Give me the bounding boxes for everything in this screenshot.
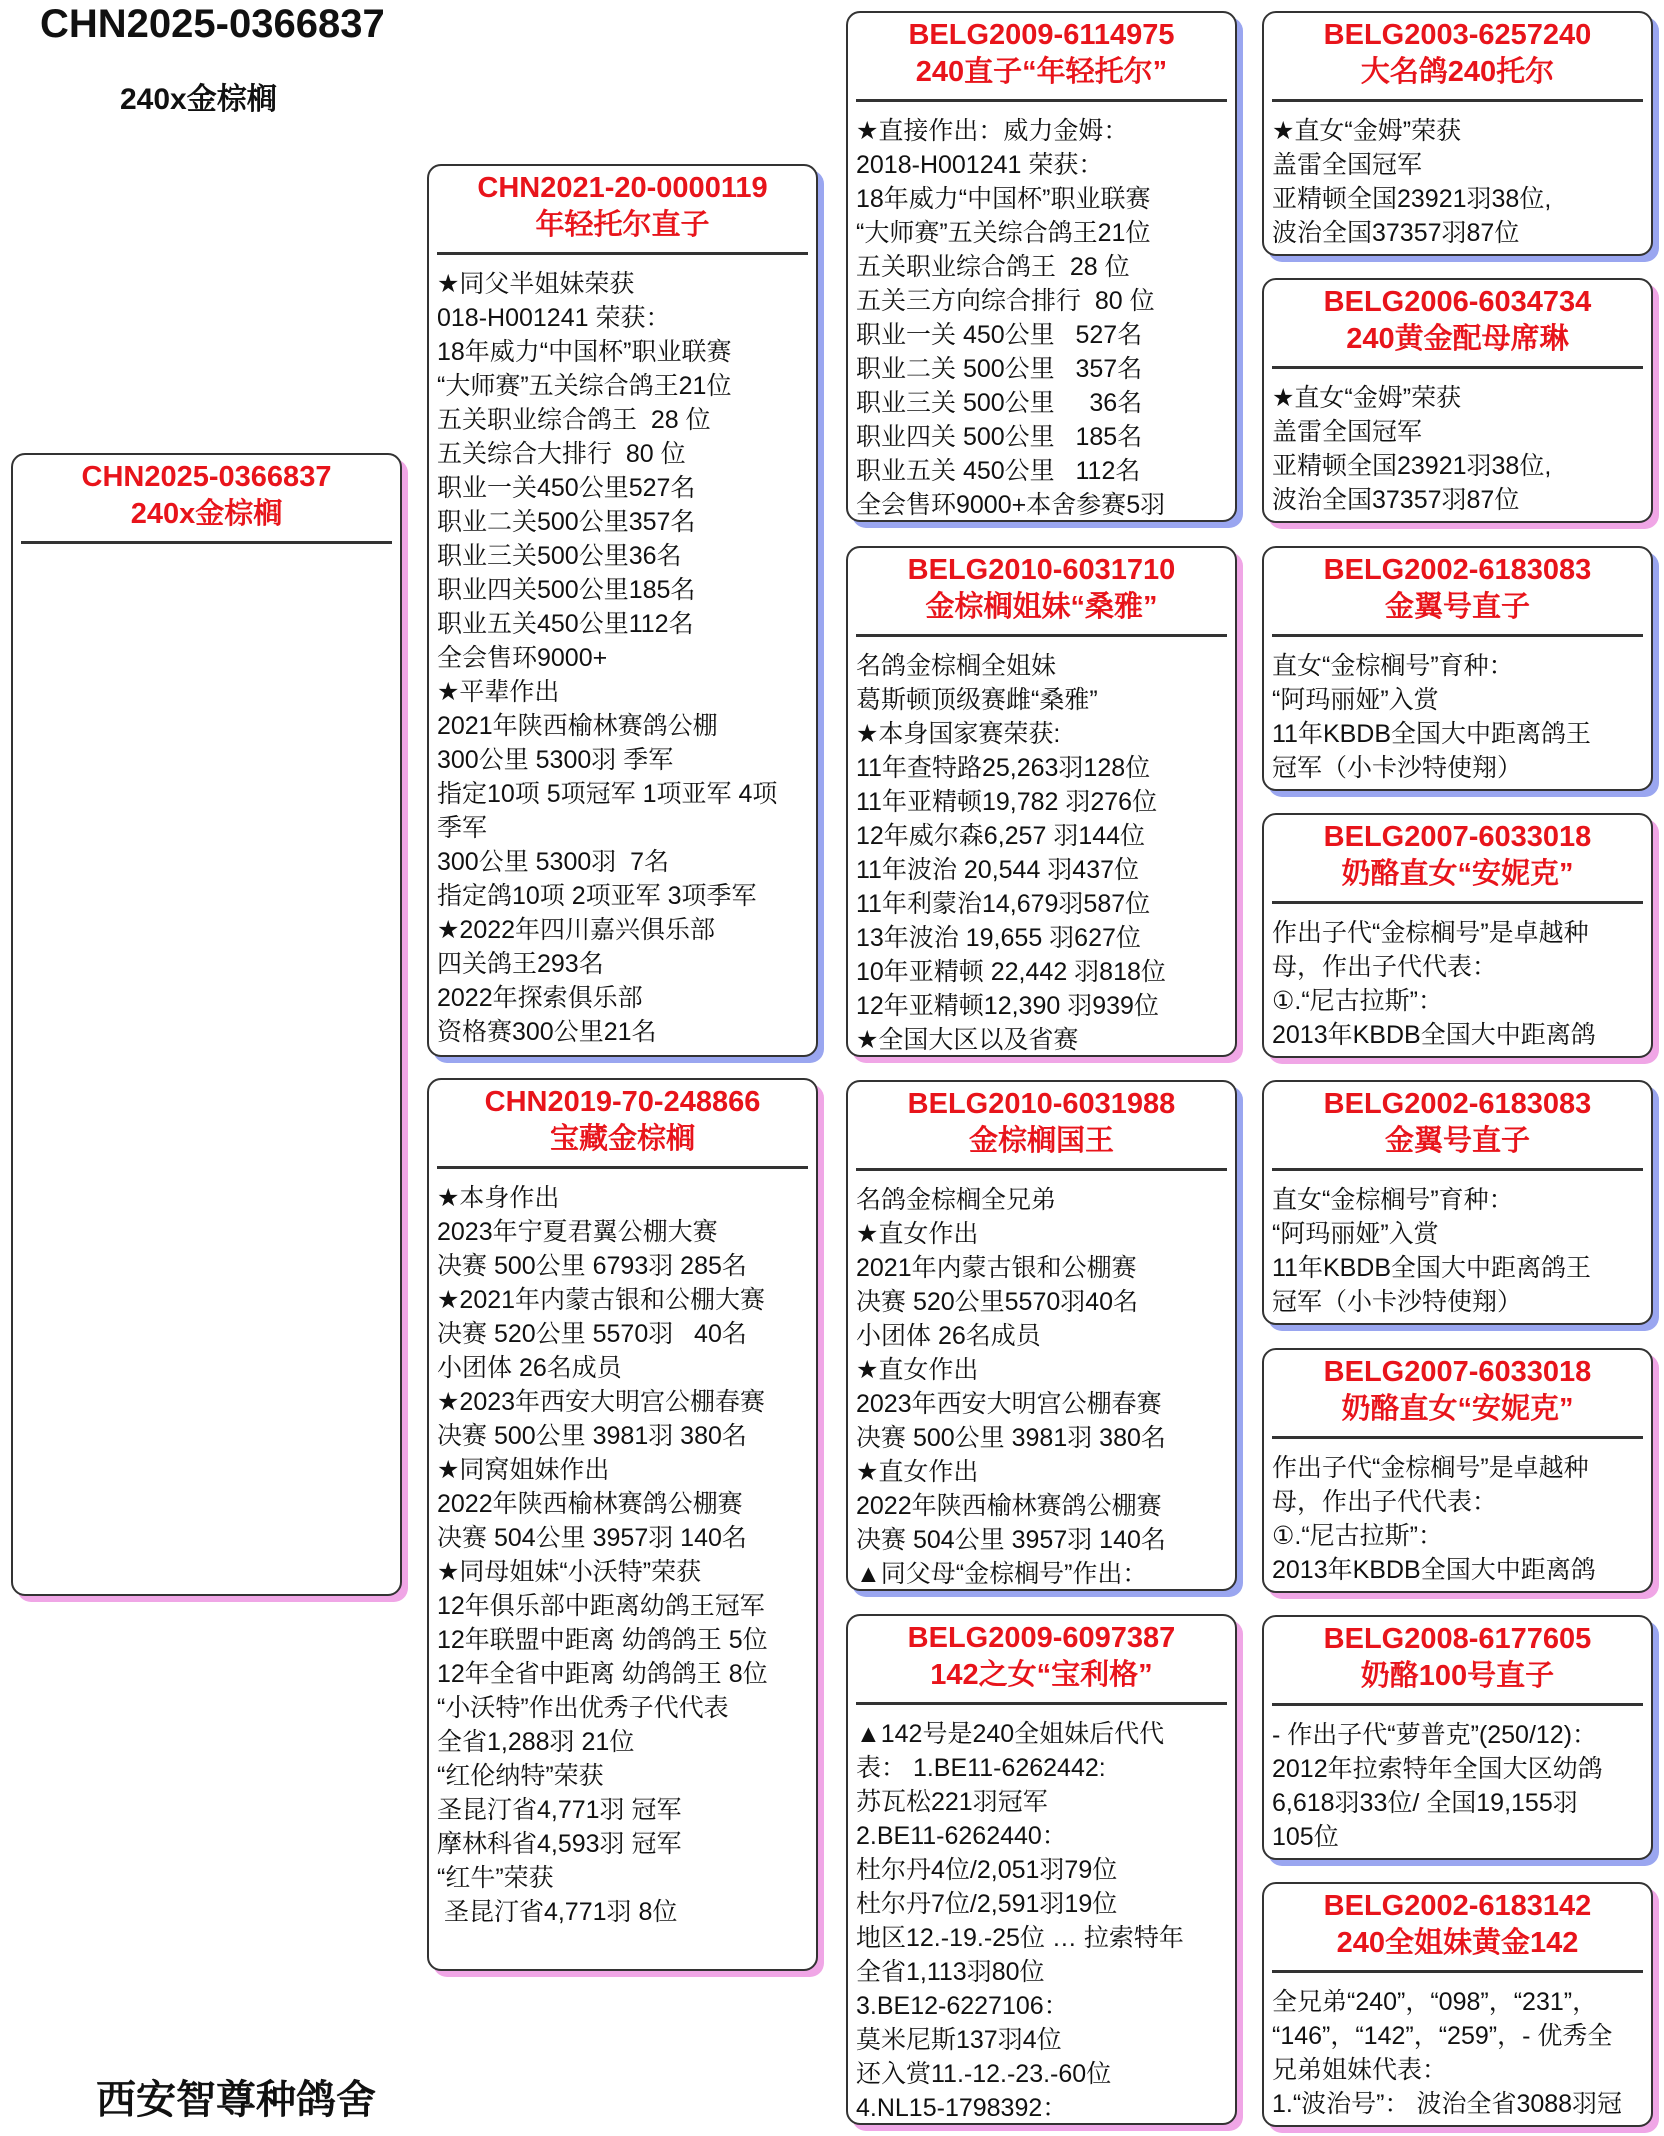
pedigree-card-gen3-8 (1262, 1882, 1653, 2127)
note-line: 职业五关 450公里 112名 (856, 457, 1141, 485)
note-line: 地区12.-19.-25位 … 拉索特年 (856, 1924, 1184, 1952)
card-notes (1264, 1706, 1651, 1854)
note-line: 300公里 5300羽 季军 (437, 746, 674, 774)
note-line: 决赛 520公里5570羽40名 (856, 1288, 1139, 1316)
pedigree-card-sire-dam (846, 546, 1237, 1057)
pedigree-card-sire (427, 164, 818, 1057)
note-line: 杜尔丹7位/2,591羽19位 (856, 1890, 1118, 1918)
bird-name: 大名鸽240托尔 (1360, 56, 1555, 88)
card-notes (1264, 1973, 1651, 2121)
note-line: 名鸽金棕榈全姐妹 (856, 652, 1057, 680)
note-line: 决赛 500公里 3981羽 380名 (437, 1422, 747, 1450)
ring-number: BELG2003-6257240 (1323, 19, 1592, 51)
note-line: 决赛 500公里 3981羽 380名 (856, 1424, 1166, 1452)
note-line: 2013年KBDB全国大中距离鸽 (1272, 1556, 1596, 1584)
note-line: 职业四关 500公里 185名 (856, 423, 1143, 451)
bird-name: 240全姐妹黄金142 (1336, 1927, 1579, 1959)
card-header (1264, 1884, 1651, 1962)
note-line: ①.“尼古拉斯”： (1272, 1522, 1444, 1550)
bird-name: 奶酪100号直子 (1360, 1660, 1555, 1692)
note-line: 母，作出子代代表： (1272, 1488, 1498, 1516)
note-line: 波治全国37357羽87位 (1272, 486, 1520, 514)
note-line: 18年威力“中国杯”职业联赛 (856, 185, 1151, 213)
note-line: 职业五关450公里112名 (437, 610, 694, 638)
card-notes (1264, 1171, 1651, 1319)
note-line: 小团体 26名成员 (437, 1354, 622, 1382)
pedigree-card-gen3-3 (1262, 546, 1653, 791)
ring-number: CHN2019-70-248866 (484, 1086, 761, 1118)
note-line: 全省1,113羽80位 (856, 1958, 1045, 1986)
bird-name: 金翼号直子 (1384, 1125, 1530, 1157)
ring-number: BELG2002-6183083 (1323, 554, 1592, 586)
note-line: 亚精顿全国23921羽38位, (1272, 452, 1552, 480)
note-line: 1.“波治号”： 波治全省3088羽冠 (1272, 2090, 1623, 2118)
note-line: 决赛 504公里 3957羽 140名 (856, 1526, 1166, 1554)
note-line: 直女“金棕榈号”育种： (1272, 652, 1514, 680)
note-line: ①.“尼古拉斯”： (1272, 987, 1444, 1015)
note-line: “阿玛丽娅”入赏 (1272, 1220, 1439, 1248)
note-line: ★直女作出 (856, 1356, 979, 1384)
bird-name: 240黄金配母席琳 (1346, 323, 1569, 355)
pedigree-card-dam-dam (846, 1614, 1237, 2125)
note-line: 12年俱乐部中距离幼鸽王冠军 (437, 1592, 765, 1620)
note-line: ★直女作出 (856, 1458, 979, 1486)
ring-number: BELG2006-6034734 (1323, 286, 1592, 318)
loft-name: 西安智尊种鸽舍 (96, 2078, 376, 2122)
note-line: 2012年拉索特年全国大区幼鸽 (1272, 1755, 1603, 1783)
card-notes (1264, 102, 1651, 250)
card-header (429, 1080, 816, 1158)
card-notes (429, 255, 816, 1049)
note-line: 6,618羽33位/ 全国19,155羽 (1272, 1789, 1578, 1817)
pedigree-card-gen3-1 (1262, 11, 1653, 256)
note-line: 苏瓦松221羽冠军 (856, 1788, 1048, 1816)
pedigree-card-dam-sire (846, 1080, 1237, 1591)
note-line: 职业三关 500公里 36名 (856, 389, 1143, 417)
bird-name: 奶酪直女“安妮克” (1341, 858, 1574, 890)
note-line: 11年亚精顿19,782 羽276位 (856, 788, 1158, 816)
note-line: 12年全省中距离 幼鸽鸽王 8位 (437, 1660, 768, 1688)
note-line: 3.BE12-6227106： (856, 1992, 1069, 2020)
card-header (429, 166, 816, 244)
note-line: ★直女“金姆”荣获 (1272, 384, 1462, 412)
note-line: 盖雷全国冠军 (1272, 418, 1423, 446)
card-notes (1264, 904, 1651, 1052)
pedigree-card-sire-sire (846, 11, 1237, 522)
card-header (1264, 815, 1651, 893)
ring-number: BELG2009-6097387 (907, 1622, 1176, 1654)
note-line: - 作出子代“萝普克”(250/12)： (1272, 1721, 1598, 1749)
note-line: 职业一关450公里527名 (437, 474, 696, 502)
card-header (1264, 13, 1651, 91)
pedigree-card-gen3-7 (1262, 1615, 1653, 1860)
note-line: “大师赛”五关综合鸽王21位 (437, 372, 732, 400)
note-line: 2022年陕西榆林赛鸽公棚赛 (437, 1490, 743, 1518)
card-header (13, 455, 400, 533)
note-line: 300公里 5300羽 7名 (437, 848, 670, 876)
note-line: 资格赛300公里21名 (437, 1018, 657, 1046)
note-line: 指定10项 5项冠军 1项亚军 4项 (437, 780, 778, 808)
bird-name: 年轻托尔直子 (535, 209, 710, 241)
note-line: ★全国大区以及省赛 (856, 1026, 1079, 1054)
note-line: 决赛 520公里 5570羽 40名 (437, 1320, 747, 1348)
note-line: “红牛”荣获 (437, 1864, 554, 1892)
bird-name: 金棕榈国王 (968, 1125, 1114, 1157)
note-line: ★2023年西安大明宫公棚春赛 (437, 1388, 766, 1416)
pedigree-card-gen3-6 (1262, 1348, 1653, 1593)
note-line: 2018-H001241 荣获： (856, 151, 1104, 179)
note-line: 杜尔丹4位/2,051羽79位 (856, 1856, 1118, 1884)
card-header (1264, 280, 1651, 358)
note-line: 18年威力“中国杯”职业联赛 (437, 338, 732, 366)
note-line: 4.NL15-1798392： (856, 2094, 1068, 2122)
note-line: “红伦纳特”荣获 (437, 1762, 604, 1790)
note-line: 职业二关 500公里 357名 (856, 355, 1143, 383)
note-line: 指定鸽10项 2项亚军 3项季军 (437, 882, 757, 910)
note-line: 兄弟姐妹代表： (1272, 2056, 1448, 2084)
note-line: 105位 (1272, 1823, 1339, 1851)
ring-number: BELG2008-6177605 (1323, 1623, 1592, 1655)
note-line: 波治全国37357羽87位 (1272, 219, 1520, 247)
note-line: 2023年西安大明宫公棚春赛 (856, 1390, 1162, 1418)
note-line: 12年联盟中距离 幼鸽鸽王 5位 (437, 1626, 768, 1654)
note-line: “阿玛丽娅”入赏 (1272, 686, 1439, 714)
bird-name: 142之女“宝利格” (930, 1659, 1153, 1691)
card-header (1264, 1617, 1651, 1695)
pedigree-card-gen3-2 (1262, 278, 1653, 523)
ring-number: BELG2009-6114975 (908, 19, 1175, 51)
note-line: ★直接作出：威力金姆： (856, 117, 1129, 145)
note-line: 直女“金棕榈号”育种： (1272, 1186, 1514, 1214)
note-line: 圣昆汀省4,771羽 冠军 (437, 1796, 682, 1824)
note-line: 全省1,288羽 21位 (437, 1728, 635, 1756)
ring-number: BELG2007-6033018 (1323, 821, 1592, 853)
note-line: 11年KBDB全国大中距离鸽王 (1272, 1254, 1592, 1282)
note-line: ★直女“金姆”荣获 (1272, 117, 1462, 145)
card-notes (848, 637, 1235, 1057)
note-line: 亚精顿全国23921羽38位, (1272, 185, 1552, 213)
card-notes (848, 1171, 1235, 1591)
pedigree-card-gen3-4 (1262, 813, 1653, 1058)
note-line: 作出子代“金棕榈号”是卓越种 (1272, 1454, 1589, 1482)
pedigree-card-dam (427, 1078, 818, 1971)
card-header (1264, 1082, 1651, 1160)
note-line: 五关综合大排行 80 位 (437, 440, 686, 468)
note-line: 名鸽金棕榈全兄弟 (856, 1186, 1057, 1214)
note-line: ★本身国家赛荣获: (856, 720, 1061, 748)
note-line: “小沃特”作出优秀子代代表 (437, 1694, 729, 1722)
card-header (848, 13, 1235, 91)
note-line: 五关三方向综合排行 80 位 (856, 287, 1155, 315)
note-line: 冠军（小卡沙特使翔） (1272, 1288, 1523, 1316)
note-line: 11年波治 20,544 羽437位 (856, 856, 1140, 884)
note-line: 职业四关500公里185名 (437, 576, 696, 604)
note-line: 全会售环9000+本舍参赛5羽 (856, 491, 1166, 519)
note-line: 还入赏11.-12.-23.-60位 (856, 2060, 1112, 2088)
note-line: ★同父半姐妹荣获 (437, 270, 635, 298)
note-line: 小团体 26名成员 (856, 1322, 1041, 1350)
note-line: 摩林科省4,593羽 冠军 (437, 1830, 682, 1858)
note-line: 11年利蒙治14,679羽587位 (856, 890, 1151, 918)
note-line: 11年查特路25,263羽128位 (856, 754, 1151, 782)
note-line: 10年亚精顿 22,442 羽818位 (856, 958, 1166, 986)
note-line: 五关职业综合鸽王 28 位 (437, 406, 711, 434)
note-line: 2013年KBDB全国大中距离鸽 (1272, 1021, 1596, 1049)
ring-number: BELG2010-6031710 (907, 554, 1176, 586)
ring-number: BELG2010-6031988 (907, 1088, 1176, 1120)
card-notes (1264, 637, 1651, 785)
note-line: 2.BE11-6262440： (856, 1822, 1067, 1850)
card-notes (429, 1169, 816, 1929)
bird-name: 240直子“年轻托尔” (915, 56, 1168, 88)
note-line: 圣昆汀省4,771羽 8位 (437, 1898, 678, 1926)
note-line: 母，作出子代代表： (1272, 953, 1498, 981)
card-header (848, 548, 1235, 626)
note-line: 全兄弟“240”，“098”，“231”， (1272, 1988, 1598, 2016)
note-line: 12年威尔森6,257 羽144位 (856, 822, 1146, 850)
note-line: 葛斯顿顶级赛雌“桑雅” (856, 686, 1098, 714)
note-line: 四关鸽王293名 (437, 950, 604, 978)
note-line: 2022年陕西榆林赛鸽公棚赛 (856, 1492, 1162, 1520)
card-notes (13, 544, 400, 556)
ring-number: BELG2002-6183083 (1323, 1088, 1592, 1120)
pedigree-card-subject (11, 453, 402, 1596)
page-subtitle: 240x金棕榈 (120, 83, 277, 116)
note-line: 决赛 500公里 6793羽 285名 (437, 1252, 747, 1280)
pedigree-card-gen3-5 (1262, 1080, 1653, 1325)
note-line: 表： 1.BE11-6262442: (856, 1754, 1106, 1782)
card-notes (1264, 369, 1651, 517)
note-line: 018-H001241 荣获： (437, 304, 671, 332)
card-header (1264, 548, 1651, 626)
ring-number: CHN2025-0366837 (81, 461, 332, 493)
card-notes (848, 1705, 1235, 2125)
note-line: 职业二关500公里357名 (437, 508, 696, 536)
note-line: ★平辈作出 (437, 678, 560, 706)
ring-number: BELG2002-6183142 (1323, 1890, 1592, 1922)
bird-name: 宝藏金棕榈 (549, 1123, 695, 1155)
note-line: 决赛 504公里 3957羽 140名 (437, 1524, 747, 1552)
note-line: ★本身作出 (437, 1184, 560, 1212)
note-line: 12年亚精顿12,390 羽939位 (856, 992, 1159, 1020)
note-line: ★2022年四川嘉兴俱乐部 (437, 916, 716, 944)
bird-name: 奶酪直女“安妮克” (1341, 1393, 1574, 1425)
card-header (848, 1082, 1235, 1160)
note-line: 季军 (437, 814, 488, 842)
note-line: 五关职业综合鸽王 28 位 (856, 253, 1130, 281)
note-line: ★直女作出 (856, 1220, 979, 1248)
note-line: ★同母姐妹“小沃特”荣获 (437, 1558, 702, 1586)
note-line: ★同窝姐妹作出 (437, 1456, 610, 1484)
card-notes (1264, 1439, 1651, 1587)
bird-name: 240x金棕榈 (130, 498, 283, 530)
note-line: ▲同父母“金棕榈号”作出： (856, 1560, 1148, 1588)
bird-name: 金棕榈姐妹“桑雅” (925, 591, 1158, 623)
note-line: 作出子代“金棕榈号”是卓越种 (1272, 919, 1589, 947)
card-notes (848, 102, 1235, 522)
ring-number: BELG2007-6033018 (1323, 1356, 1592, 1388)
note-line: 莫米尼斯137羽4位 (856, 2026, 1062, 2054)
note-line: 职业三关500公里36名 (437, 542, 682, 570)
note-line: 13年波治 19,655 羽627位 (856, 924, 1141, 952)
note-line: 2023年宁夏君翼公棚大赛 (437, 1218, 718, 1246)
note-line: 2021年内蒙古银和公棚赛 (856, 1254, 1137, 1282)
note-line: 11年KBDB全国大中距离鸽王 (1272, 720, 1592, 748)
note-line: ▲142号是240全姐妹后代代 (856, 1720, 1165, 1748)
ring-number: CHN2021-20-0000119 (477, 172, 768, 204)
card-header (1264, 1350, 1651, 1428)
note-line: “146”，“142”，“259”，- 优秀全 (1272, 2022, 1613, 2050)
note-line: 全会售环9000+ (437, 644, 608, 672)
note-line: “大师赛”五关综合鸽王21位 (856, 219, 1151, 247)
note-line: 2021年陕西榆林赛鸽公棚 (437, 712, 718, 740)
note-line: 盖雷全国冠军 (1272, 151, 1423, 179)
note-line: 职业一关 450公里 527名 (856, 321, 1143, 349)
card-header (848, 1616, 1235, 1694)
note-line: 冠军（小卡沙特使翔） (1272, 754, 1523, 782)
bird-name: 金翼号直子 (1384, 591, 1530, 623)
note-line: 2022年探索俱乐部 (437, 984, 643, 1012)
page-title: CHN2025-0366837 (40, 2, 385, 46)
note-line: ★2021年内蒙古银和公棚大赛 (437, 1286, 766, 1314)
